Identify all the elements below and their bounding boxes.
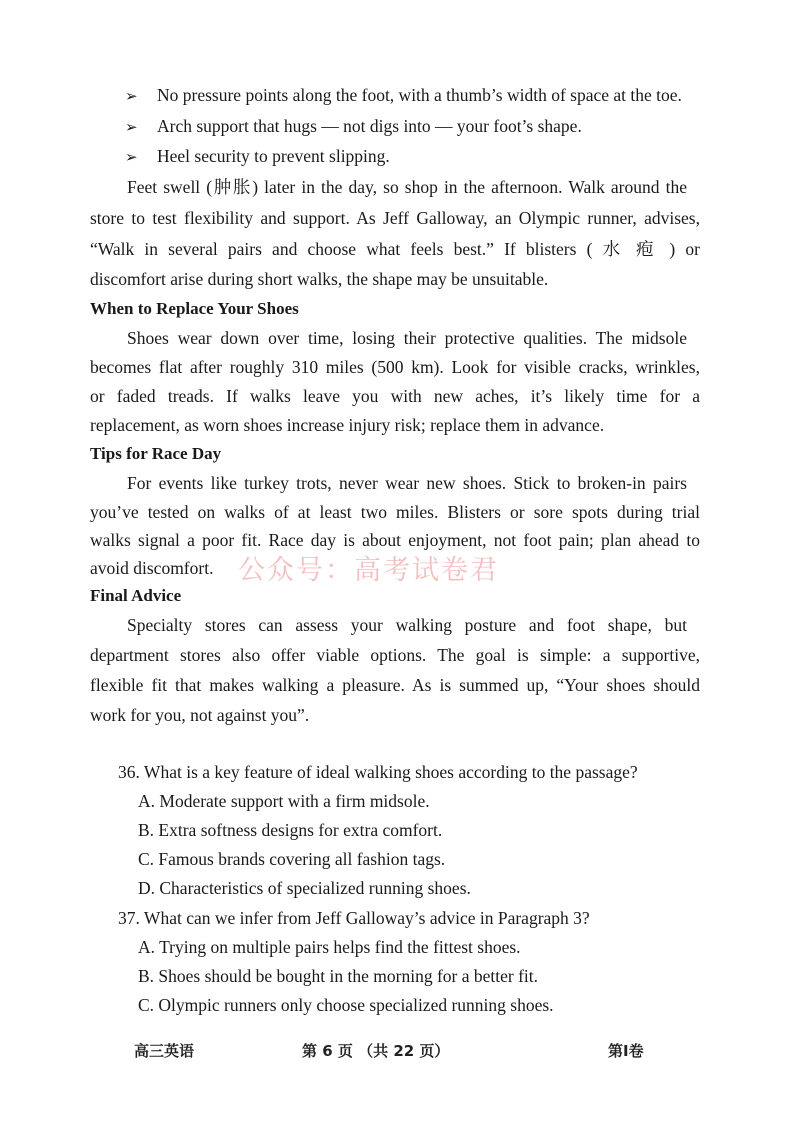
option-c: C. Olympic runners only choose specialized running shoes. bbox=[138, 995, 554, 1015]
question-36: 36. What is a key feature of ideal walking shoes according to the passage? bbox=[118, 762, 638, 782]
footer-volume: 第I卷 bbox=[608, 1042, 644, 1060]
paragraph-line: discomfort arise during short walks, the shape may be unsuitable. bbox=[90, 269, 549, 289]
bullet-text: Heel security to prevent slipping. bbox=[157, 146, 390, 166]
arrow-bullet-icon: ➢ bbox=[125, 120, 138, 136]
paragraph-line: becomes flat after roughly 310 miles (500 km). Look for visible cracks, wrinkles, bbox=[90, 357, 700, 377]
question-37: 37. What can we infer from Jeff Galloway’s advice in Paragraph 3? bbox=[118, 908, 590, 928]
option-a: A. Moderate support with a firm midsole. bbox=[138, 791, 430, 811]
paragraph-line: For events like turkey trots, never wear new shoes. Stick to broken-in pairs bbox=[127, 473, 687, 493]
section-heading: When to Replace Your Shoes bbox=[90, 299, 299, 318]
bullet-item bbox=[125, 141, 710, 171]
footer-subject: 高三英语 bbox=[134, 1042, 195, 1060]
arrow-bullet-icon: ➢ bbox=[125, 89, 138, 105]
paragraph-line: replacement, as worn shoes increase injury risk; replace them in advance. bbox=[90, 415, 605, 435]
section-heading: Final Advice bbox=[90, 586, 182, 605]
paragraph-line: flexible fit that makes walking a pleasure. As is summed up, “Your shoes should bbox=[90, 675, 700, 695]
paragraph-line: walks signal a poor fit. Race day is about enjoyment, not foot pain; plan ahead to bbox=[90, 530, 700, 550]
bullet-text: No pressure points along the foot, with a thumb’s width of space at the toe. bbox=[157, 85, 682, 105]
option-b: B. Shoes should be bought in the morning for a better fit. bbox=[138, 966, 539, 986]
paragraph-line: or faded treads. If walks leave you with new aches, it’s likely time for a bbox=[90, 386, 700, 406]
paragraph-line: Shoes wear down over time, losing their protective qualities. The midsole bbox=[127, 328, 687, 348]
section-heading: Tips for Race Day bbox=[90, 444, 222, 463]
paragraph-line: department stores also offer viable options. The goal is simple: a supportive, bbox=[90, 645, 700, 665]
paragraph-line: Feet swell (肿胀) later in the day, so shop in the afternoon. Walk around the bbox=[127, 177, 687, 197]
option-c: C. Famous brands covering all fashion tags. bbox=[138, 849, 446, 869]
bullet-item bbox=[125, 111, 710, 141]
arrow-bullet-icon: ➢ bbox=[125, 150, 138, 166]
bullet-text: Arch support that hugs — not digs into — your foot’s shape. bbox=[157, 116, 582, 136]
option-a: A. Trying on multiple pairs helps find the fittest shoes. bbox=[138, 937, 521, 957]
paragraph-line: work for you, not against you”. bbox=[90, 705, 310, 725]
option-d: D. Characteristics of specialized running shoes. bbox=[138, 878, 471, 898]
option-b: B. Extra softness designs for extra comfort. bbox=[138, 820, 443, 840]
bullet-item bbox=[125, 80, 710, 110]
watermark: 公众号：高考试卷君 bbox=[238, 555, 499, 586]
paragraph-line: avoid discomfort. bbox=[90, 558, 214, 578]
paragraph-line: you’ve tested on walks of at least two miles. Blisters or sore spots during trial bbox=[90, 502, 700, 522]
footer-page-number: 第 6 页 （共 22 页） bbox=[302, 1042, 450, 1060]
paragraph-line: Specialty stores can assess your walking posture and foot shape, but bbox=[127, 615, 687, 635]
paragraph-line: store to test flexibility and support. As Jeff Galloway, an Olympic runner, advises, bbox=[90, 208, 700, 228]
paragraph-line: “Walk in several pairs and choose what feels best.” If blisters ( 水 疱 ) or bbox=[90, 239, 700, 259]
